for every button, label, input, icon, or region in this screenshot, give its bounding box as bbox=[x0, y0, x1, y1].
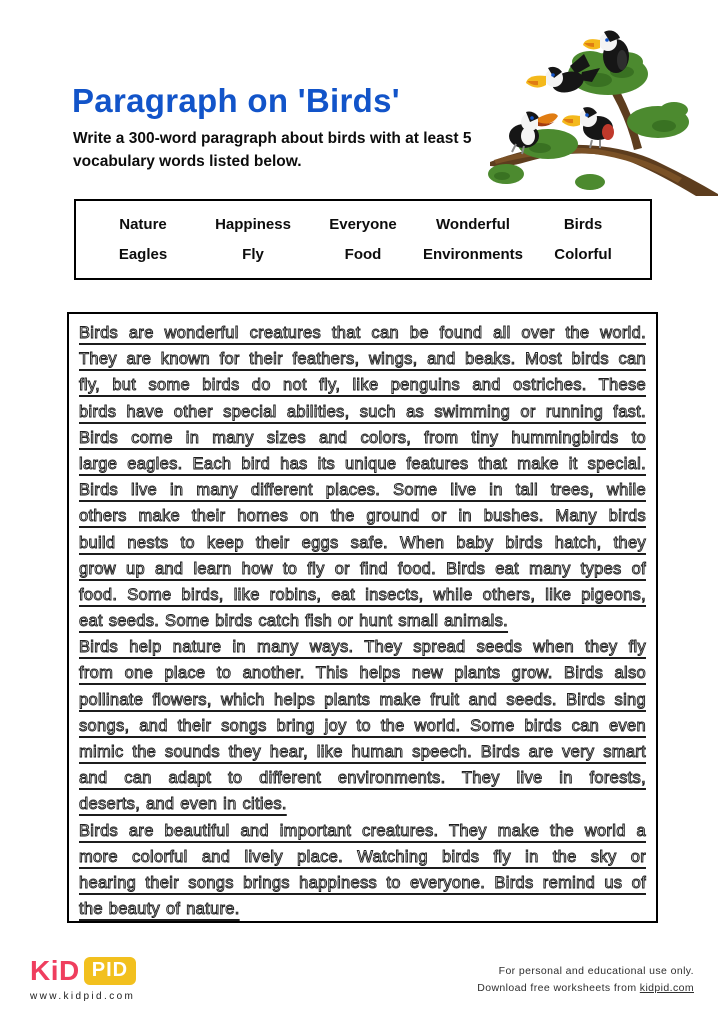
paragraph-line: deserts, and even in cities. bbox=[79, 795, 287, 814]
paragraph-line: and can adapt to different environments. They live in forests, bbox=[79, 769, 646, 788]
paragraph-box bbox=[67, 312, 658, 923]
paragraph-line: from one place to another. This helps new plants grow. Birds also bbox=[79, 664, 646, 683]
vocab-word: Environments bbox=[422, 246, 524, 264]
usage-line-2-text: Download free worksheets from bbox=[477, 982, 640, 994]
paragraph-line: others make their homes on the ground or in bushes. Many birds bbox=[79, 507, 646, 526]
paragraph-line: hearing their songs brings happiness to everyone. Birds remind us of bbox=[79, 873, 646, 892]
vocab-word: Food bbox=[344, 246, 382, 264]
vocab-word: Happiness bbox=[215, 215, 291, 233]
paragraph-line: pollinate flowers, which helps plants make fruit and seeds. Birds sing bbox=[79, 690, 646, 709]
vocab-word: Colorful bbox=[554, 246, 612, 264]
paragraph-line: songs, and their songs bring joy to the world. Some birds can even bbox=[79, 716, 646, 735]
kidpid-logo bbox=[30, 955, 136, 1002]
paragraph-line: Birds come in many sizes and colors, from tiny hummingbirds to bbox=[79, 428, 646, 447]
kidpid-link[interactable]: kidpid.com bbox=[639, 982, 694, 994]
usage-note bbox=[477, 963, 694, 997]
paragraph-line: Birds are beautiful and important creatures. They make the world a bbox=[79, 821, 646, 840]
vocab-word: Wonderful bbox=[436, 215, 510, 233]
paragraph-line: fly, but some birds do not fly, like penguins and ostriches. These bbox=[79, 376, 646, 395]
birds-on-branch-illustration bbox=[486, 26, 720, 196]
vocab-word: Birds bbox=[563, 215, 603, 233]
paragraph-line: They are known for their feathers, wings, and beaks. Most birds can bbox=[79, 350, 646, 369]
usage-line-2 bbox=[477, 980, 694, 997]
logo-kid-text: KiD bbox=[30, 955, 80, 986]
logo-pid-badge: PID bbox=[84, 957, 136, 985]
paragraph-line: Birds help nature in many ways. They spread seeds when they fly bbox=[79, 638, 646, 657]
paragraph-line: eat seeds. Some birds catch fish or hunt small animals. bbox=[79, 612, 509, 631]
paragraph-line: birds have other special abilities, such as swimming or running fast. bbox=[79, 402, 646, 421]
page-title: Paragraph on 'Birds' bbox=[72, 82, 400, 119]
paragraph-line: food. Some birds, like robins, eat insects, while others, like pigeons, bbox=[79, 585, 646, 604]
vocab-word: Everyone bbox=[329, 215, 397, 233]
paragraph-line: Birds are wonderful creatures that can be found all over the world. bbox=[79, 324, 646, 342]
paragraph-line: grow up and learn how to fly or find food. Birds eat many types of bbox=[79, 559, 646, 578]
paragraph-line: build nests to keep their eggs safe. When baby birds hatch, they bbox=[79, 533, 646, 552]
vocab-word: Nature bbox=[119, 215, 167, 233]
logo-website-text: www.kidpid.com bbox=[30, 991, 136, 1002]
paragraph-line: large eagles. Each bird has its unique features that make it special. bbox=[79, 454, 646, 473]
usage-line-1: For personal and educational use only. bbox=[498, 965, 694, 977]
paragraph-line: the beauty of nature. bbox=[79, 900, 240, 919]
vocab-word: Fly bbox=[242, 246, 264, 264]
vocabulary-box bbox=[74, 199, 652, 280]
paragraph-line: mimic the sounds they hear, like human speech. Birds are very smart bbox=[79, 743, 646, 761]
vocab-word: Eagles bbox=[118, 246, 168, 264]
paragraph-line: more colorful and lively place. Watching birds fly in the sky or bbox=[79, 847, 646, 866]
instructions-text: Write a 300-word paragraph about birds with at least 5 vocabulary words listed below. bbox=[73, 130, 472, 171]
paragraph-line: Birds live in many different places. Some live in tall trees, while bbox=[79, 481, 646, 500]
